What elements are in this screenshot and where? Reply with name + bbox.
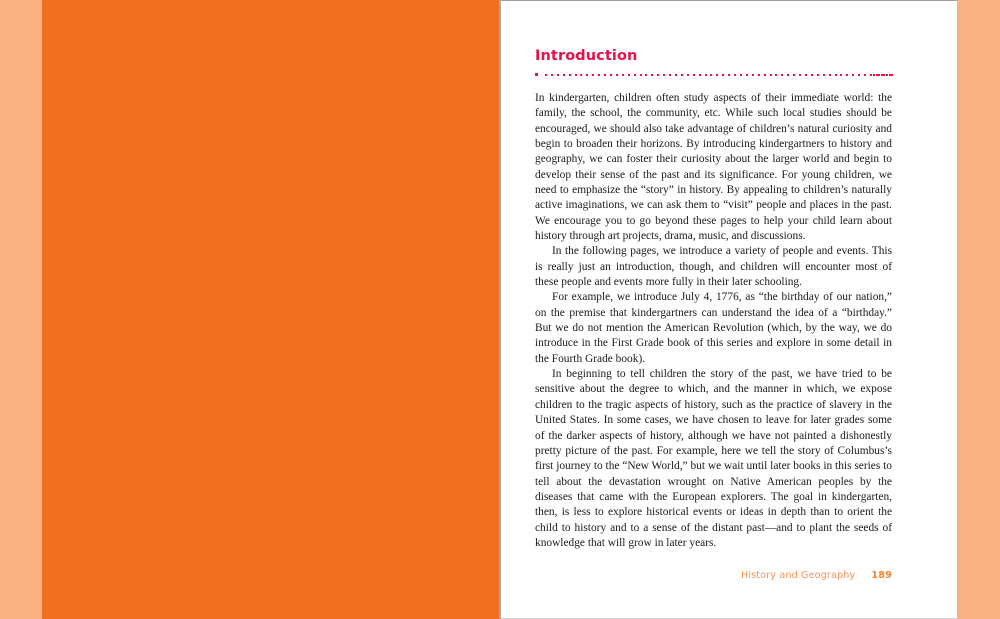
left-page-orange-panel [42,0,499,619]
rule-dot [640,74,642,76]
rule-dot [699,74,701,76]
rule-dot [740,74,742,76]
rule-dot [663,74,665,76]
rule-dot [716,74,718,76]
rule-dot [775,74,777,76]
rule-dot [852,74,854,76]
rule-dot [770,74,772,76]
rule-dot [758,74,760,76]
rule-dot [693,74,695,76]
rule-dot [575,74,577,76]
rule-dot [781,74,783,76]
rule-dot [870,74,872,76]
rule-dot [829,74,831,76]
rule-dot [787,74,789,76]
rule-dot [545,74,547,76]
rule-dot [598,74,600,76]
rule-dot [705,74,707,76]
rule-dot [580,74,582,76]
paragraph: In the following pages, we introduce a variety of people and events. This is really just an introduction, though, and children will encounter most of these people and events more fully in their later schooling. [535,245,892,289]
rule-dot [752,74,754,76]
rule-dot [586,74,588,76]
body-text-block [535,91,892,551]
rule-dot [687,74,689,76]
rule-dot [675,74,677,76]
rule-dot [651,74,653,76]
rule-dot [891,74,893,76]
rule-dot [657,74,659,76]
rule-dot [628,74,630,76]
dotted-divider-rule [535,71,892,80]
rule-dot [645,74,647,76]
rule-dot [846,74,848,76]
rule-dot [563,74,565,76]
rule-dot [604,74,606,76]
rule-dot [610,74,612,76]
rule-dot [681,74,683,76]
paragraph: In kindergarten, children often study aspects of their immediate world: the family, the school, the community, etc. While such local studies should be encouraged, we should also take advantage of children’s natural curiosity and begin to broaden their horizons. By introducing kindergartners to history and geography, we can foster their curiosity about the larger world and begin to develop their sense of the past and its significance. For young children, we need to emphasize the “story” in history. By appealing to children’s naturally active imaginations, we can ask them to “visit” people and places in the past. We encourage you to go beyond these pages to help your child learn about history through art projects, drama, music, and discussions. [535,91,892,243]
rule-dot [793,74,795,76]
rule-dot [710,74,712,76]
rule-dot [817,74,819,76]
rule-dot [569,74,571,76]
paragraph: For example, we introduce July 4, 1776, as “the birthday of our nation,” on the premise that kindergartners can understand the idea of a “birthday.” But we do not mention the American Revolution (which, by the way, we do introduce in the First Grade book of this series and explore in some detail in the Fourth Grade book). [535,291,892,365]
footer-page-number: 189 [871,570,892,581]
right-page [501,0,957,619]
rule-dot [557,74,559,76]
rule-dot [551,74,553,76]
rule-dot [669,74,671,76]
rule-dot [823,74,825,76]
page-footer [535,565,892,583]
rule-dot [835,74,837,76]
rule-dot [858,74,860,76]
rule-dot [811,74,813,76]
rule-dot [728,74,730,76]
rule-dot [622,74,624,76]
rule-dot [616,74,618,76]
rule-dot [592,74,594,76]
rule-dot [864,74,866,76]
rule-dot [764,74,766,76]
footer-section-title: History and Geography [740,570,856,581]
rule-dot [634,74,636,76]
rule-dot [840,74,842,76]
page-title: Introduction [535,48,638,64]
rule-dot [722,74,724,76]
rule-dot [535,73,538,76]
rule-dot [734,74,736,76]
rule-dot [805,74,807,76]
page-content-column [535,49,892,551]
rule-dot [799,74,801,76]
paragraph: In beginning to tell children the story of the past, we have tried to be sensitive about the degree to which, and the manner in which, we expose children to the tragic aspects of history, such as the practice of slavery in the United States. In some cases, we have chosen to leave for later grades some of the darker aspects of history, although we have not painted a dishonestly pretty picture of the past. For example, here we tell the story of Columbus’s first journey to the “New World,” but we wait until later books in this series to tell about the devastation wrought on Native American peoples by the diseases that came with the European explorers. The goal in kindergarten, then, is less to explore historical events or ideas in depth than to orient the child to history and to a sense of the distant past—and to plant the seeds of knowledge that will grow in later years. [535,368,892,549]
rule-dot [746,74,748,76]
